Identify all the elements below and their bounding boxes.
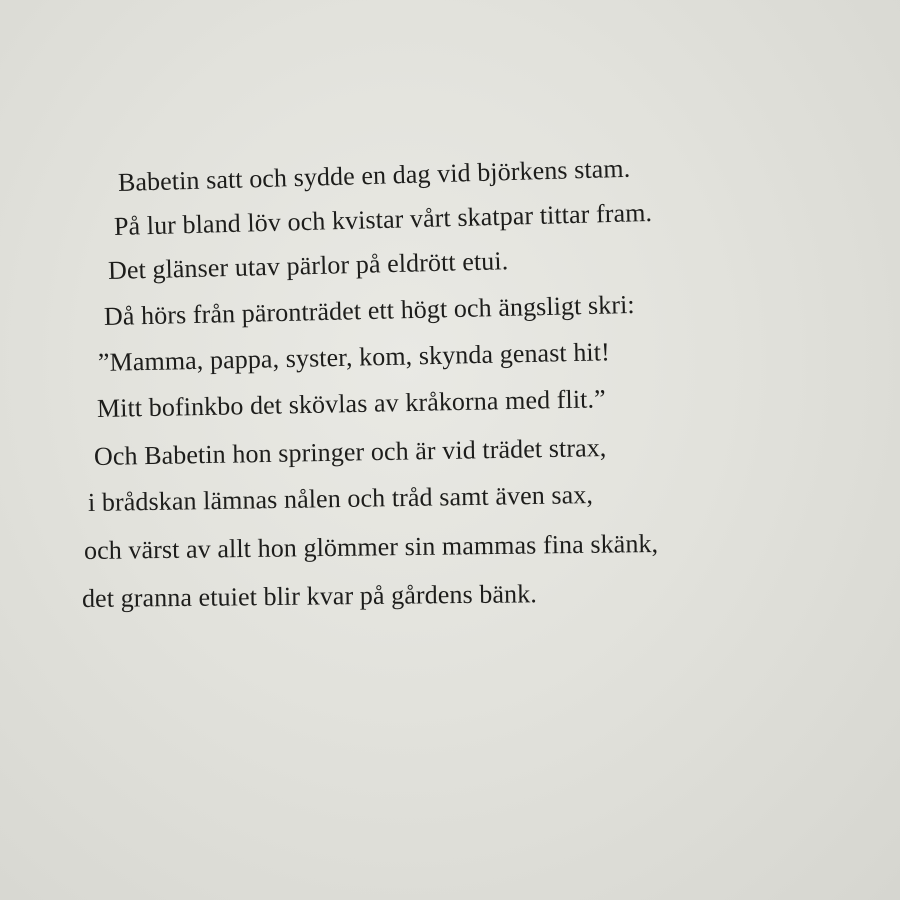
poem-line: i brådskan lämnas nålen och tråd samt även sax, xyxy=(87,480,594,517)
poem-line: Och Babetin hon springer och är vid trädet strax, xyxy=(93,433,607,471)
poem-line: ”Mamma, pappa, syster, kom, skynda genast hit! xyxy=(97,337,611,377)
poem-line: Det glänser utav pärlor på eldrött etui. xyxy=(107,246,509,285)
poem-line: Då hörs från päronträdet ett högt och ängsligt skri: xyxy=(103,289,636,331)
poem-line: På lur bland löv och kvistar vårt skatpar tittar fram. xyxy=(113,197,653,241)
poem-line: det granna etuiet blir kvar på gårdens bänk. xyxy=(81,579,538,613)
poem-line: och värst av allt hon glömmer sin mammas fina skänk, xyxy=(83,528,659,565)
poem-line: Mitt bofinkbo det skövlas av kråkorna med flit.” xyxy=(96,384,606,423)
poem-line: Babetin satt och sydde en dag vid björkens stam. xyxy=(117,153,631,197)
